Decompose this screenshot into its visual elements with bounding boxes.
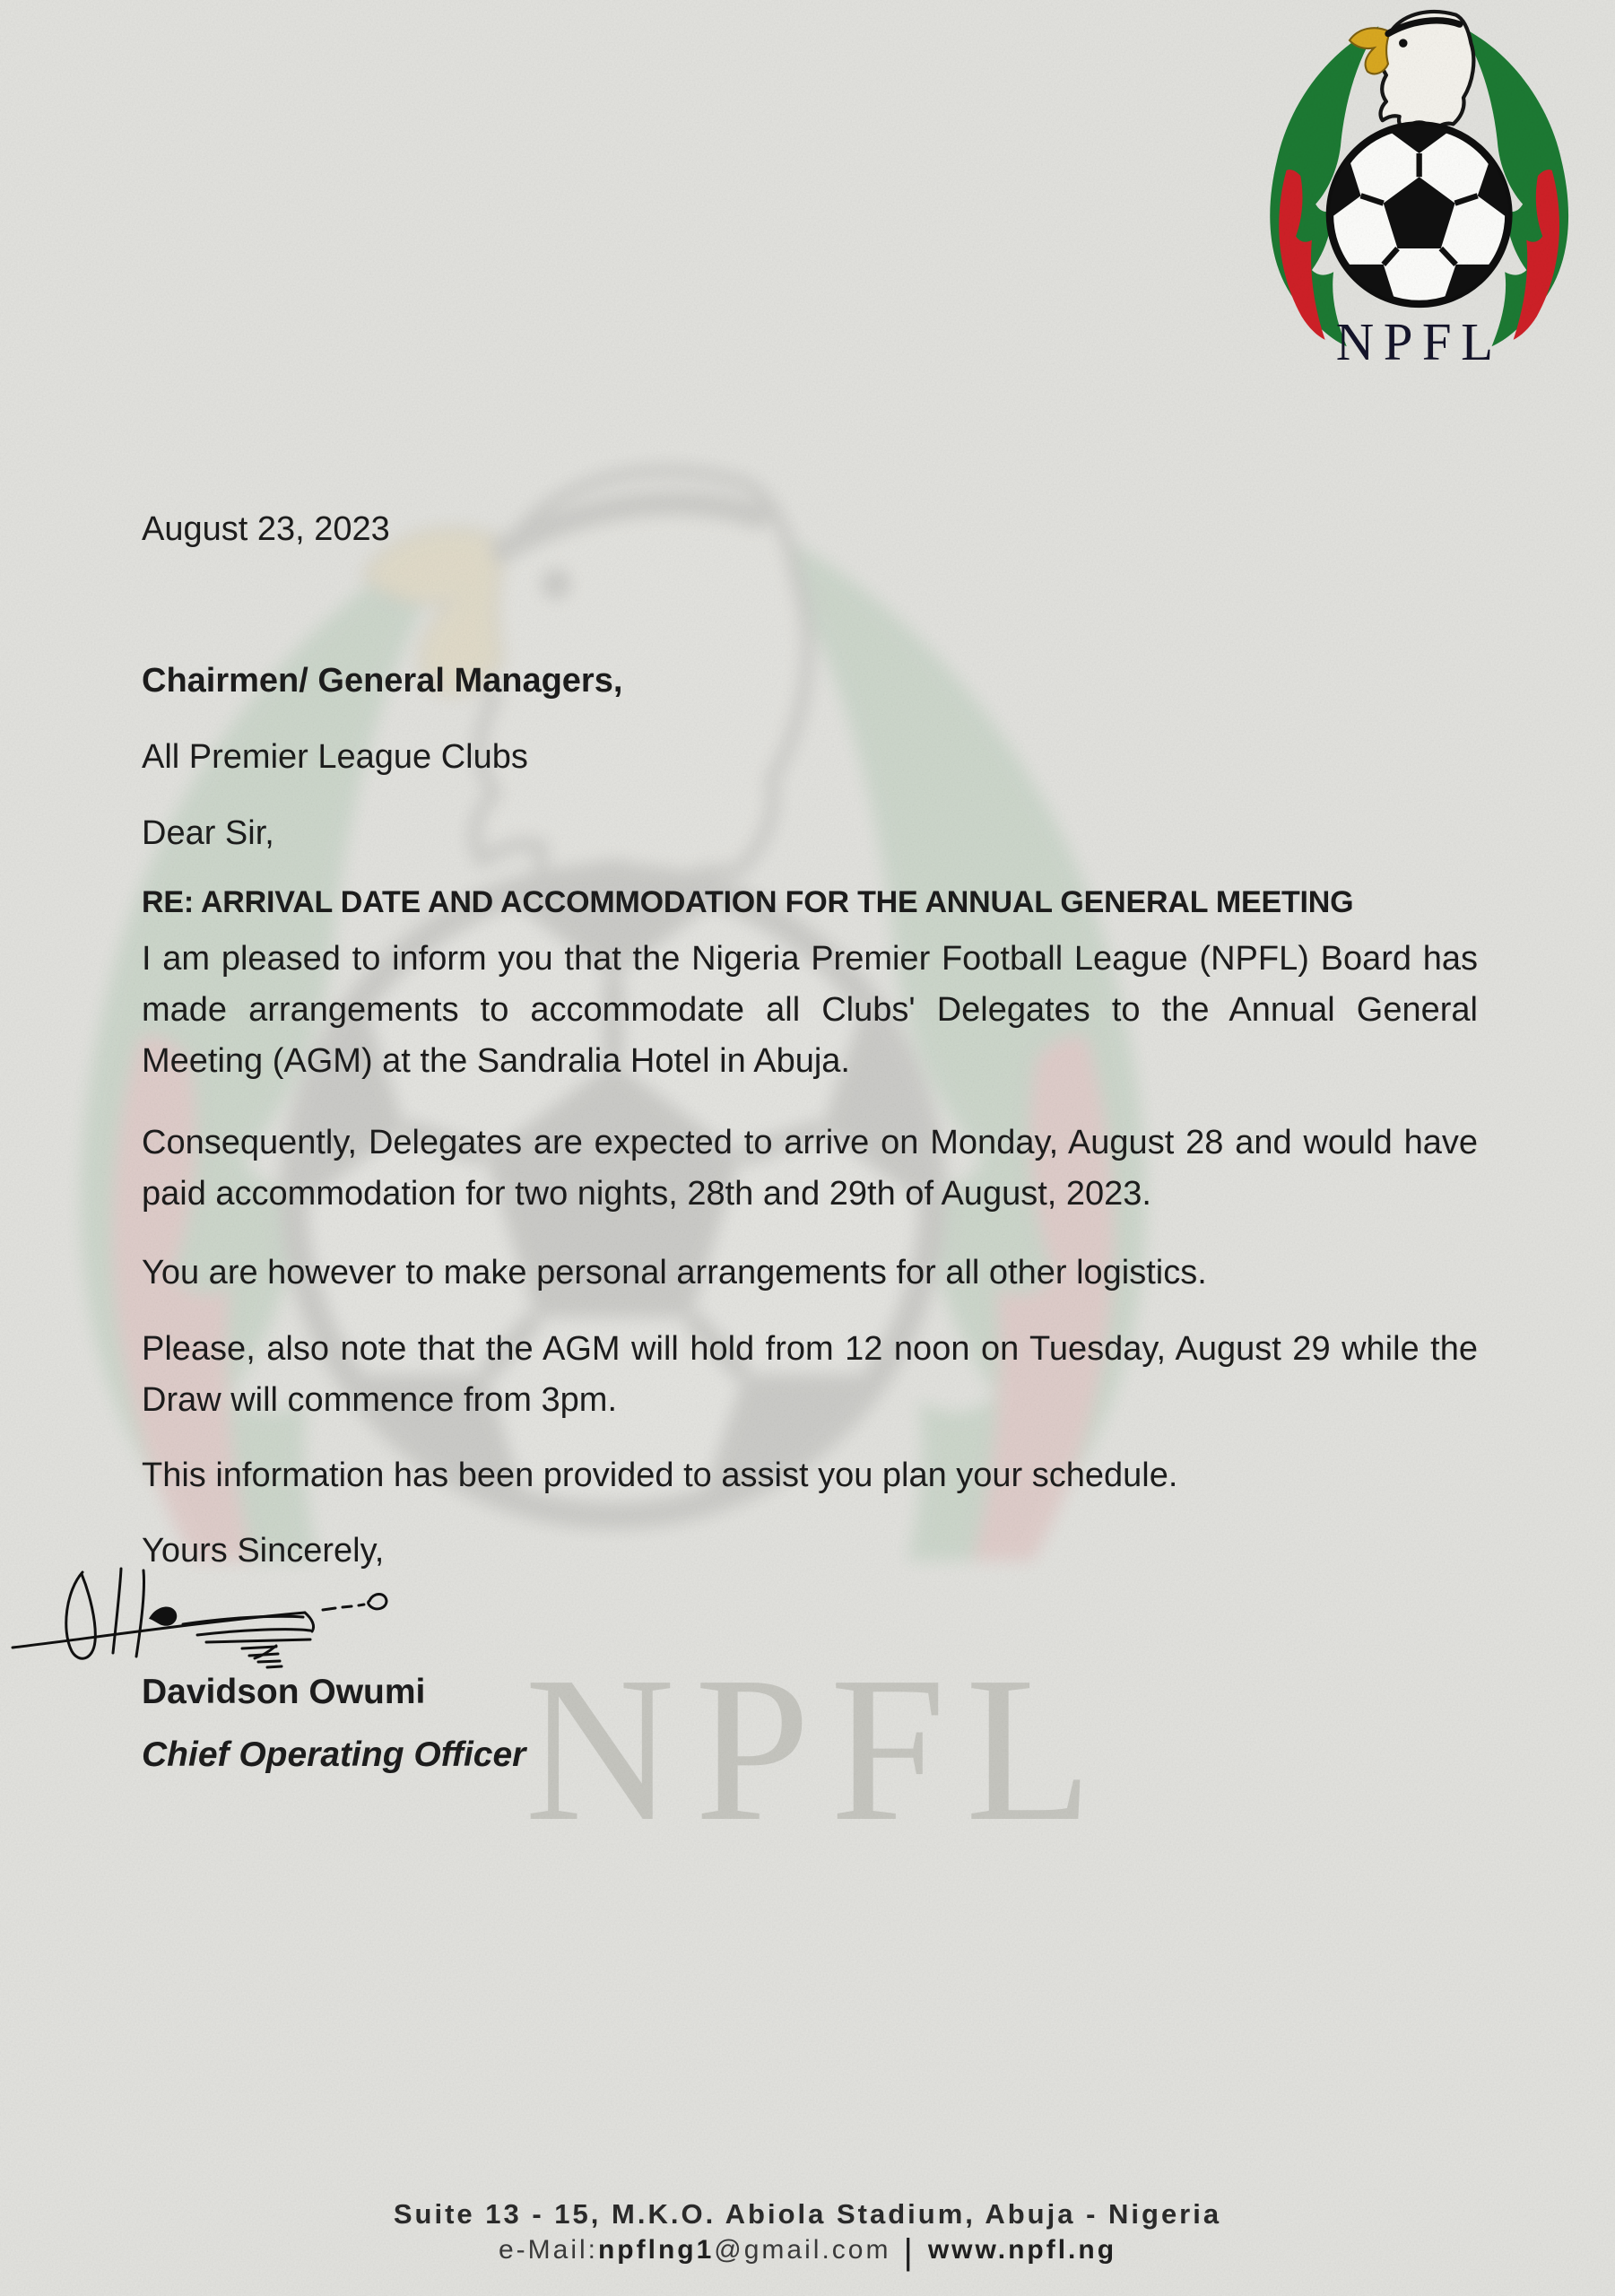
closing: Yours Sincerely, — [142, 1532, 385, 1570]
signatory-name: Davidson Owumi — [142, 1673, 426, 1711]
npfl-logo — [1237, 5, 1614, 378]
recipient-title: Chairmen/ General Managers, — [142, 662, 623, 700]
npfl-text-watermark: NPFL — [525, 1634, 1113, 1865]
signatory-title: Chief Operating Officer — [142, 1735, 526, 1774]
footer-website: www.npfl.ng — [927, 2235, 1117, 2265]
footer-separator: | — [903, 2232, 916, 2272]
body-paragraph-1: I am pleased to inform you that the Nigeria Premier Football League (NPFL) Board has made arrangements to accommodate all Clubs' Delegates to the Annual General Meeting (AGM) at the Sandralia Hotel in Abuja. — [142, 940, 1478, 1080]
npfl-emblem — [1270, 12, 1568, 346]
signature-image — [7, 1556, 397, 1682]
email-user: npflng1 — [597, 2235, 715, 2265]
subject-line: RE: ARRIVAL DATE AND ACCOMMODATION FOR THE ANNUAL GENERAL MEETING — [142, 885, 1354, 919]
footer-address: Suite 13 - 15, M.K.O. Abiola Stadium, Abuja - Nigeria — [393, 2198, 1222, 2230]
body-paragraph-2: Consequently, Delegates are expected to arrive on Monday, August 28 and would have paid accommodation for two nights, 28th and 29th of August, 2023. — [142, 1124, 1478, 1213]
letter-date: August 23, 2023 — [142, 510, 390, 548]
body-paragraph-3: You are however to make personal arrangements for all other logistics. — [142, 1254, 1207, 1292]
salutation: Dear Sir, — [142, 814, 274, 852]
body-paragraph-4: Please, also note that the AGM will hold from 12 noon on Tuesday, August 29 while the Draw will commence from 3pm. — [142, 1330, 1478, 1419]
footer-contact — [0, 2232, 1615, 2273]
npfl-logo-caption: NPFL — [1335, 312, 1503, 371]
email-label: e-Mail: — [498, 2235, 598, 2265]
recipient-org: All Premier League Clubs — [142, 738, 528, 776]
email-domain: @gmail.com — [714, 2235, 891, 2265]
body-paragraph-5: This information has been provided to assist you plan your schedule. — [142, 1457, 1178, 1494]
